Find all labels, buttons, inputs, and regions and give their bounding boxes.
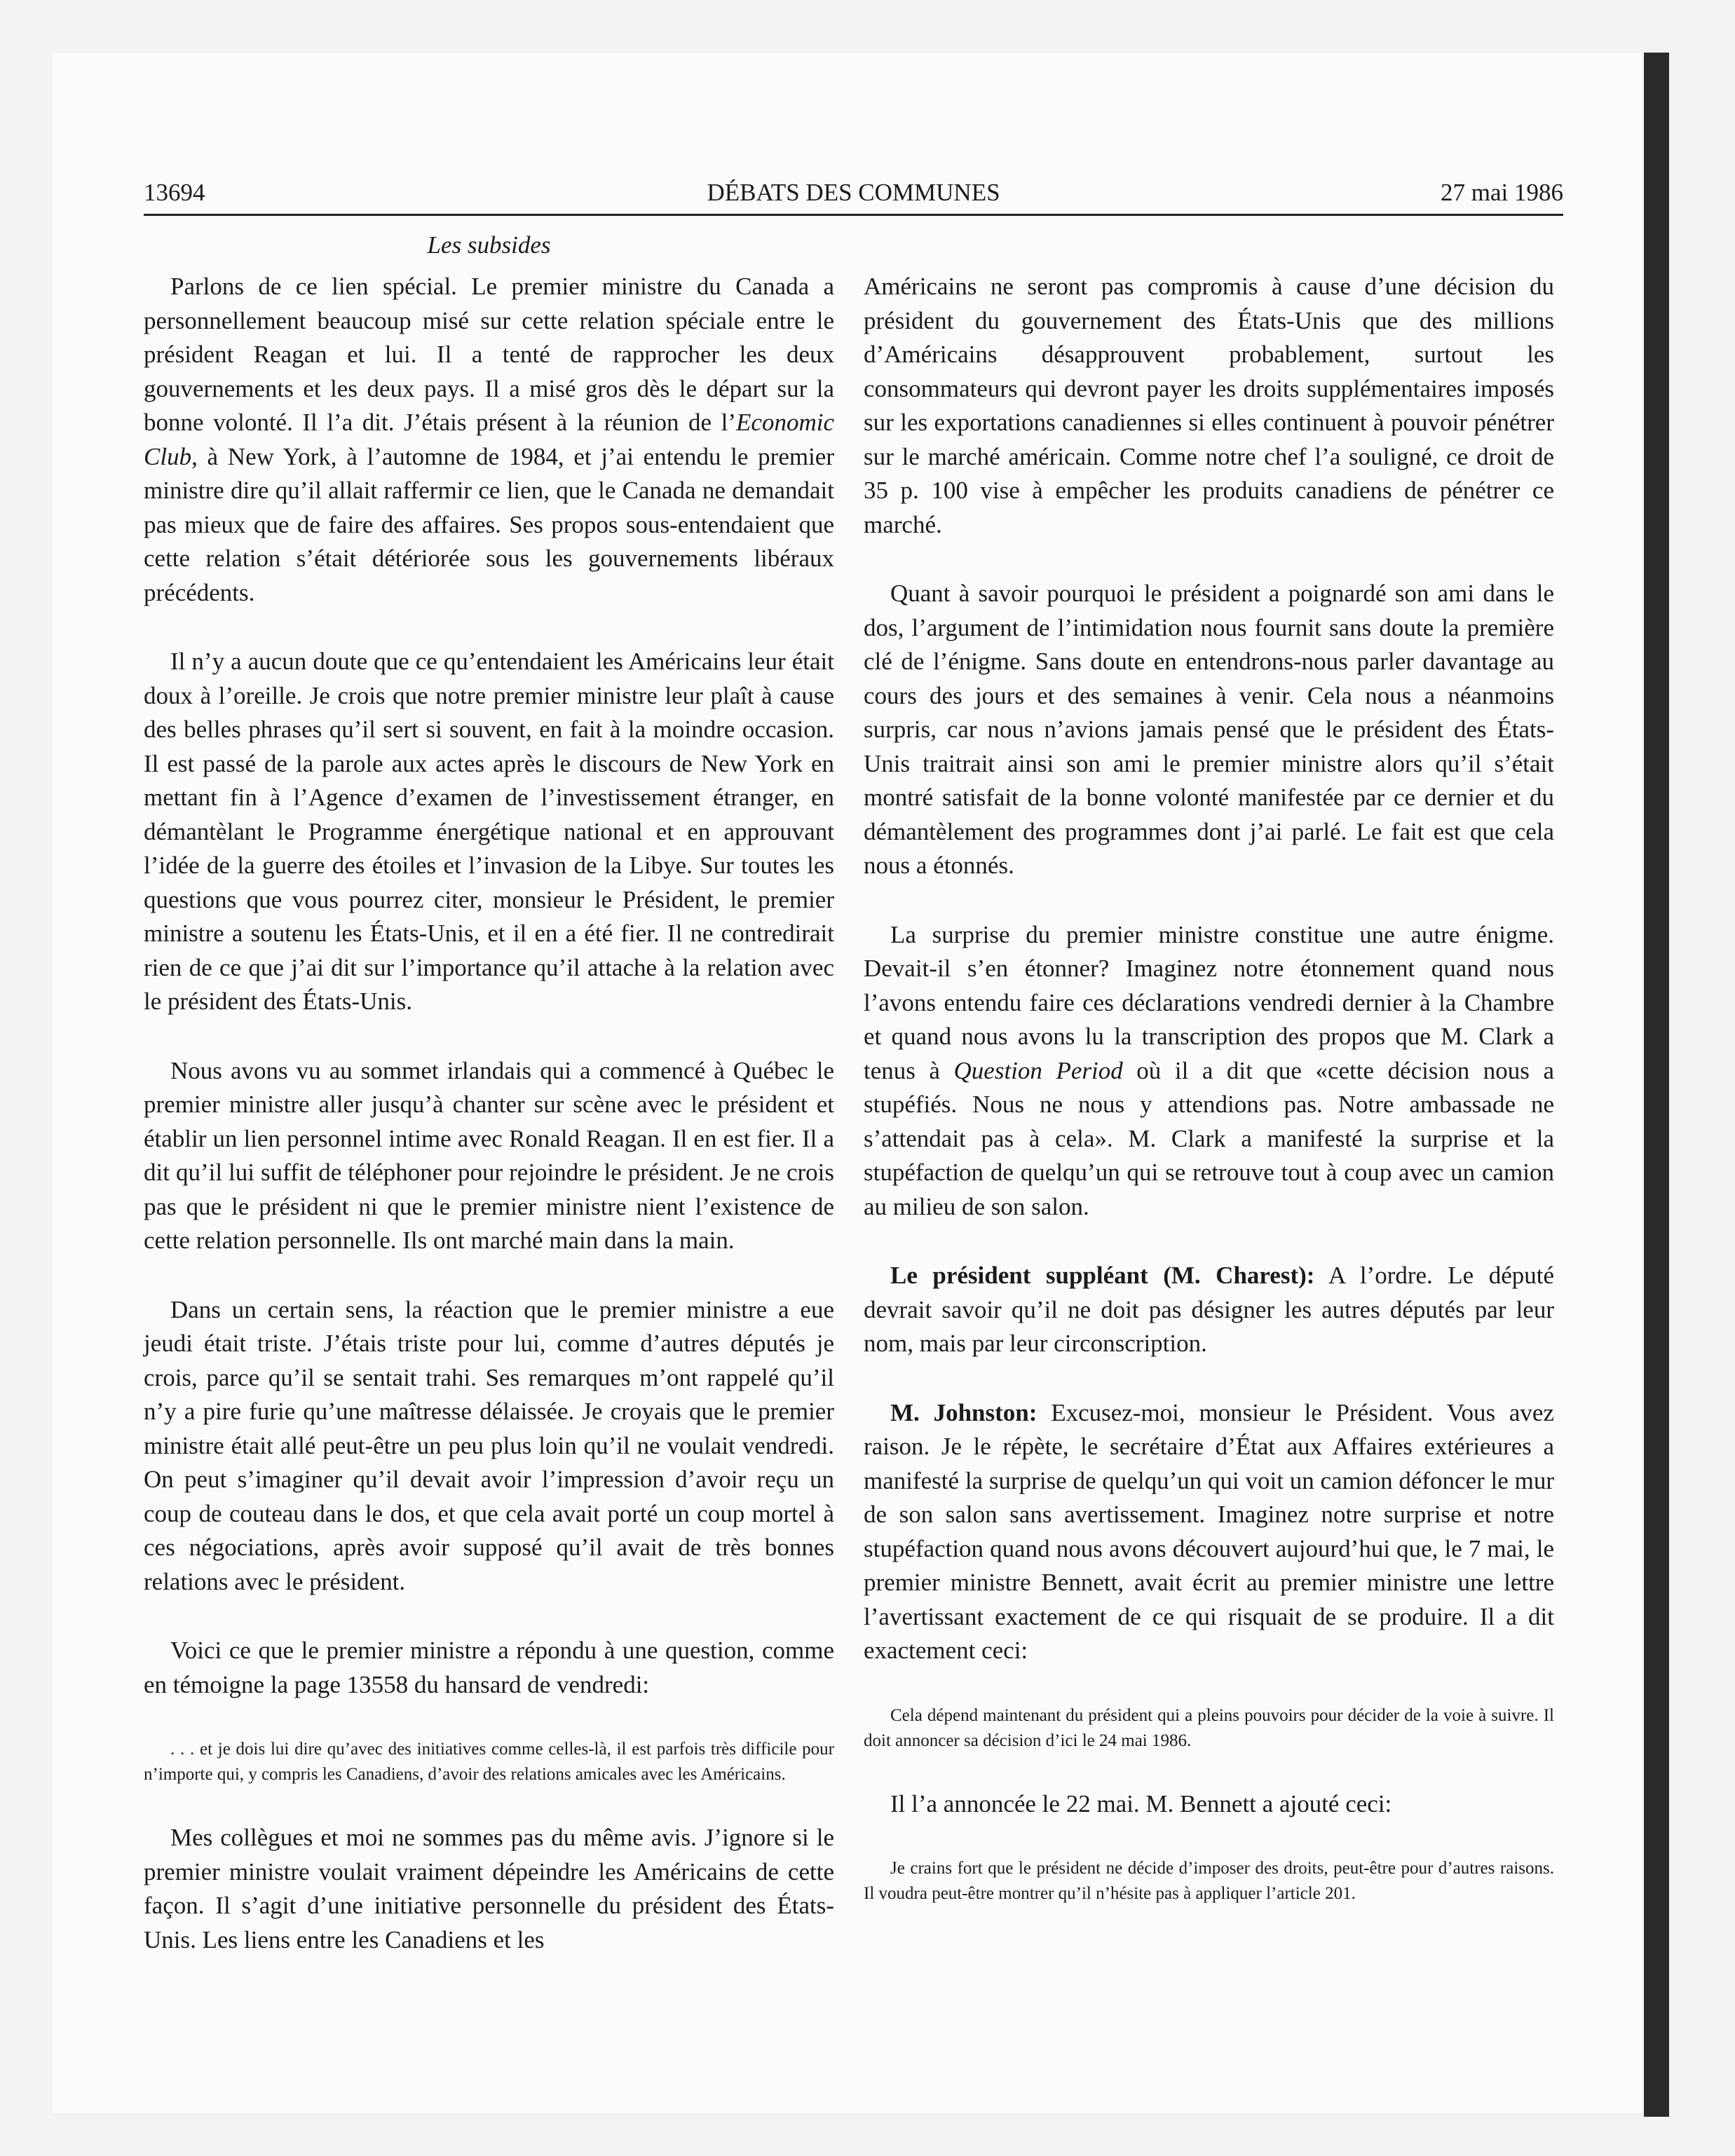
italic-term: Economic Club	[144, 409, 834, 470]
block-quote: Cela dépend maintenant du président qui a pleins pouvoirs pour décider de la voie à suivre. Il doit annoncer sa décision d’ici le 24 mai 1986.	[864, 1705, 1554, 1750]
block-quote: Je crains fort que le président ne décide d’imposer des droits, peut-être pour d’autres raisons. Il voudra peut-être montrer qu’il n’hésite pas à appliquer l’article 201.	[864, 1859, 1554, 1903]
running-head: Les subsides	[427, 231, 551, 259]
speaker-name: M. Johnston:	[890, 1398, 1037, 1426]
speaker-name: Le président suppléant (M. Charest):	[890, 1262, 1315, 1289]
paragraph: Parlons de ce lien spécial. Le premier ministre du Canada a personnellement beaucoup misé sur cette relation spéciale entre le président Reagan et lui. Il a tenté de rapprocher les deux gouvernements et les deux pays. Il a misé gros dès le départ sur la bonne volonté. Il l’a dit. J’étais présent à la réunion de l’Economic Club, à New York, à l’automne de 1984, et j’ai entendu le premier ministre dire qu’il allait raffermir ce lien, que le Canada ne demandait pas mieux que de faire des affaires. Ses propos sous-entendaient que cette relation s’était détériorée sous les gouvernements libéraux précédents.	[144, 273, 834, 606]
publication-title: DÉBATS DES COMMUNES	[707, 179, 1000, 206]
right-column	[864, 270, 1554, 1940]
paragraph: Il l’a annoncée le 22 mai. M. Bennett a ajouté ceci:	[890, 1789, 1392, 1817]
page-date: 27 mai 1986	[1441, 179, 1563, 206]
paragraph: Le président suppléant (M. Charest): A l’ordre. Le député devrait savoir qu’il ne doit pas désigner les autres députés par leur nom, mais par leur circonscription.	[864, 1262, 1554, 1357]
paragraph: Dans un certain sens, la réaction que le premier ministre a eue jeudi était triste. J’étais triste pour lui, comme d’autres députés je crois, parce qu’il se sentait trahi. Ses remarques m’ont rappelé qu’il n’y a pire furie qu’une maîtresse délaissée. Je croyais que le premier ministre était allé peut-être un peu plus loin qu’il ne voulait vendredi. On peut s’imaginer qu’il devait avoir l’impression d’avoir reçu un coup de couteau dans le dos, et que cela avait porté un coup mortel à ces négociations, après avoir supposé qu’il avait de très bonnes relations avec le président.	[144, 1295, 834, 1595]
paragraph: Mes collègues et moi ne sommes pas du même avis. J’ignore si le premier ministre voulait vraiment dépeindre les Américains de cette façon. Il s’agit d’une initiative personnelle du président des États-Unis. Les liens entre les Canadiens et les	[144, 1824, 834, 1953]
page-header	[144, 179, 1563, 216]
paragraph: Il n’y a aucun doute que ce qu’entendaient les Américains leur était doux à l’oreille. Je crois que notre premier ministre leur plaît à cause des belles phrases qu’il sert si souvent, en fait à la moindre occasion. Il est passé de la parole aux actes après le discours de New York en mettant fin à l’Agence d’examen de l’investissement étranger, en démantèlant le Programme énergétique national et en approuvant l’idée de la guerre des étoiles et l’invasion de la Libye. Sur toutes les questions que vous pourrez citer, monsieur le Président, le premier ministre a soutenu les États-Unis, et il en a été fier. Il ne contredirait rien de ce que j’ai dit sur l’importance qu’il attache à la relation avec le président des États-Unis.	[144, 648, 834, 1015]
block-quote: . . . et je dois lui dire qu’avec des initiatives comme celles-là, il est parfois très difficile pour n’importe qui, y compris les Canadiens, d’avoir des relations amicales avec les Américains.	[144, 1740, 834, 1784]
scan-edge-shadow	[1644, 53, 1669, 2117]
paragraph: M. Johnston: Excusez-moi, monsieur le Président. Vous avez raison. Je le répète, le secrétaire d’État aux Affaires extérieures a manifesté la surprise de quelqu’un qui voit un camion défoncer le mur de son salon sans avertissement. Imaginez notre surprise et notre stupéfaction quand nous avons découvert aujourd’hui que, le 7 mai, le premier ministre Bennett, avait écrit au premier ministre une lettre l’avertissant exactement de ce qui risquait de se produire. Il a dit exactement ceci:	[864, 1398, 1554, 1664]
paragraph: Quant à savoir pourquoi le président a poignardé son ami dans le dos, l’argument de l’intimidation nous fournit sans doute la première clé de l’énigme. Sans doute en entendrons-nous parler davantage au cours des jours et des semaines à venir. Cela nous a néanmoins surpris, car nous n’avions jamais pensé que le président des États-Unis traitrait ainsi son ami le premier ministre alors qu’il s’était montré satisfait de la bonne volonté manifestée par ce dernier et du démantèlement des programmes dont j’ai parlé. Le fait est que cela nous a étonnés.	[864, 580, 1554, 879]
paragraph: La surprise du premier ministre constitue une autre énigme. Devait-il s’en étonner? Imaginez notre étonnement quand nous l’avons entendu faire ces déclarations vendredi dernier à la Chambre et quand nous avons lu la transcription des propos que M. Clark a tenus à Question Period où il a dit que «cette décision nous a stupéfiés. Nous ne nous y attendions pas. Notre ambassade ne s’attendait pas à cela». M. Clark a manifesté la surprise et la stupéfaction de quelqu’un qui se retrouve tout à coup avec un camion au milieu de son salon.	[864, 920, 1555, 1220]
left-column	[144, 270, 834, 1992]
page-number: 13694	[144, 179, 205, 206]
italic-term: Question Period	[953, 1056, 1123, 1084]
paragraph: Nous avons vu au sommet irlandais qui a commencé à Québec le premier ministre aller jusqu’à chanter sur scène avec le président et établir un lien personnel intime avec Ronald Reagan. Il en est fier. Il a dit qu’il lui suffit de téléphoner pour rejoindre le président. Je ne crois pas que le président ni que le premier ministre nient l’existence de cette relation personnelle. Ils ont marché main dans la main.	[144, 1056, 834, 1254]
paragraph: Américains ne seront pas compromis à cause d’une décision du président du gouvernement des États-Unis que des millions d’Américains désapprouvent probablement, surtout les consommateurs qui devront payer les droits supplémentaires imposés sur les exportations canadiennes si elles continuent à pouvoir pénétrer sur le marché américain. Comme notre chef l’a souligné, ce droit de 35 p. 100 vise à empêcher les produits canadiens de pénétrer ce marché.	[864, 273, 1554, 538]
paragraph: Voici ce que le premier ministre a répondu à une question, comme en témoigne la page 13558 du hansard de vendredi:	[144, 1637, 834, 1698]
